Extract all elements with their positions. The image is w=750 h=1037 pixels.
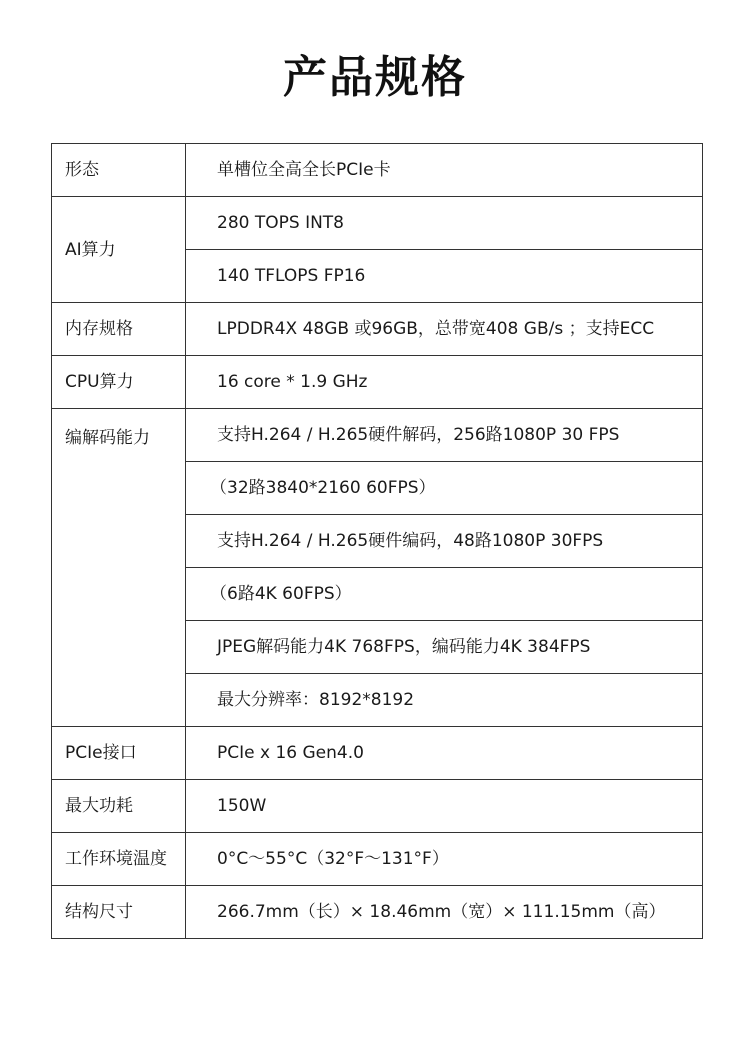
spec-value-cpu: 16 core * 1.9 GHz — [186, 356, 703, 409]
table-row — [52, 833, 703, 886]
spec-value-dimensions: 266.7mm（长）× 18.46mm（宽）× 111.15mm（高） — [186, 886, 703, 939]
spec-value-codec-jpeg: JPEG解码能力4K 768FPS，编码能力4K 384FPS — [186, 621, 703, 674]
spec-label-dimensions: 结构尺寸 — [52, 886, 186, 939]
spec-value-temperature: 0°C～55°C（32°F～131°F） — [186, 833, 703, 886]
spec-label-power: 最大功耗 — [52, 780, 186, 833]
spec-label-temperature: 工作环境温度 — [52, 833, 186, 886]
spec-label-ai: AI算力 — [52, 197, 186, 303]
spec-value-power: 150W — [186, 780, 703, 833]
table-row — [52, 727, 703, 780]
spec-label-codec: 编解码能力 — [52, 409, 186, 727]
spec-value-memory: LPDDR4X 48GB 或96GB，总带宽408 GB/s ；支持ECC — [186, 303, 703, 356]
spec-value-codec-max-resolution: 最大分辨率：8192*8192 — [186, 674, 703, 727]
spec-value-codec-decode-4k: （32路3840*2160 60FPS） — [186, 462, 703, 515]
spec-label-memory: 内存规格 — [52, 303, 186, 356]
table-row — [52, 197, 703, 250]
spec-label-pcie: PCIe接口 — [52, 727, 186, 780]
spec-label-cpu: CPU算力 — [52, 356, 186, 409]
spec-value-ai-int8: 280 TOPS INT8 — [186, 197, 703, 250]
spec-label-form: 形态 — [52, 144, 186, 197]
spec-value-codec-encode-4k: （6路4K 60FPS） — [186, 568, 703, 621]
table-row — [52, 303, 703, 356]
table-row — [52, 886, 703, 939]
table-row — [52, 780, 703, 833]
table-row — [52, 144, 703, 197]
spec-value-codec-decode: 支持H.264 / H.265硬件解码，256路1080P 30 FPS — [186, 409, 703, 462]
spec-value-pcie: PCIe x 16 Gen4.0 — [186, 727, 703, 780]
spec-value-form: 单槽位全高全长PCIe卡 — [186, 144, 703, 197]
table-row — [52, 409, 703, 462]
spec-value-ai-fp16: 140 TFLOPS FP16 — [186, 250, 703, 303]
page-title: 产品规格 — [283, 52, 467, 103]
table-row — [52, 356, 703, 409]
spec-table — [51, 143, 703, 939]
spec-value-codec-encode: 支持H.264 / H.265硬件编码，48路1080P 30FPS — [186, 515, 703, 568]
